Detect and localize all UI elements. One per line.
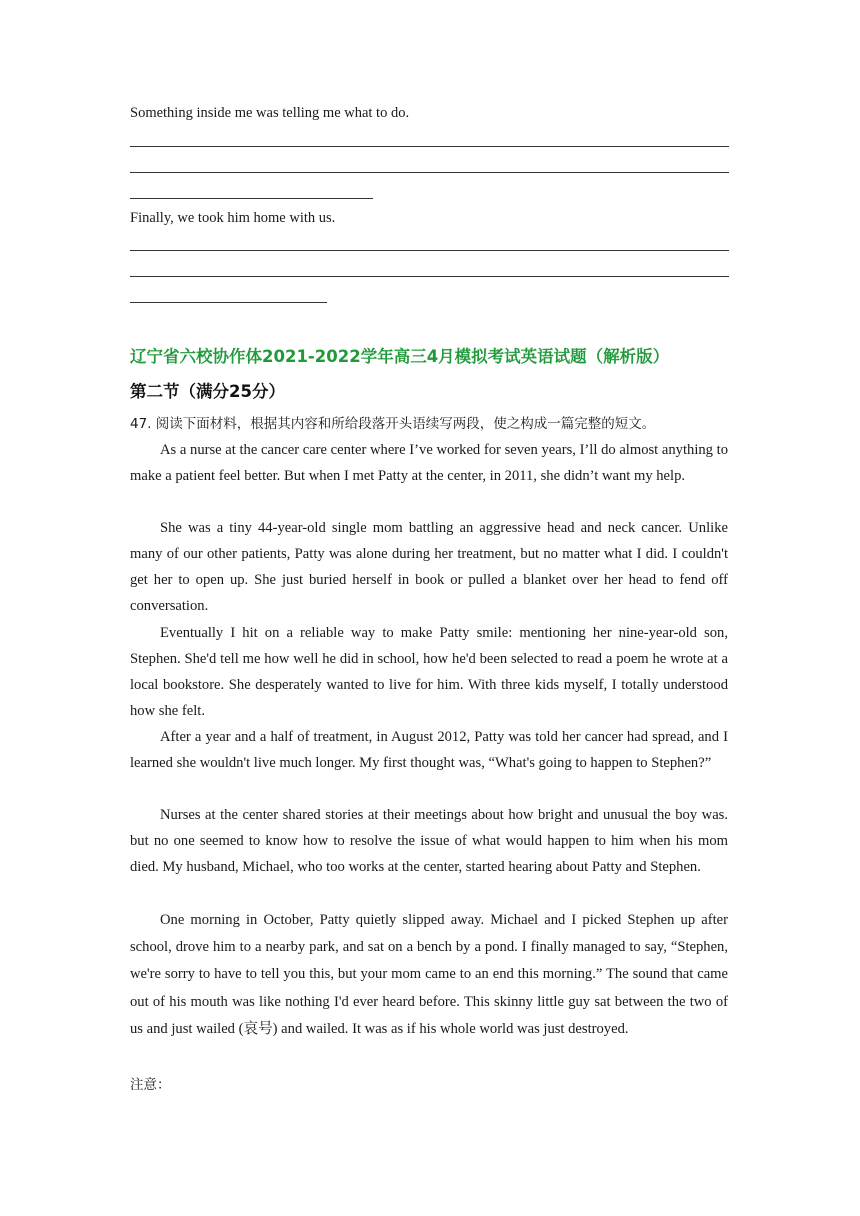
story-paragraph: As a nurse at the cancer care center where I’ve worked for seven years, I’ll do almost anything to make a patient feel better. But when I met Patty at the center, in 2011, she didn’t want my help. [130,442,728,485]
writing-line [130,302,327,303]
section-heading: 第二节（满分25分） [130,382,285,401]
story-paragraph: Nurses at the center shared stories at their meetings about how bright and unusual the boy was. but no one seemed to know how to resolve the issue of what would happen to him when his mom died. My husband, Michael, who too works at the center, started hearing about Patty and Stephen. [130,807,728,876]
continuation-prompt-2: Finally, we took him home with us. [130,210,336,226]
story-paragraph: She was a tiny 44-year-old single mom battling an aggressive head and neck cancer. Unlike many of our other patients, Patty was alone during her treatment, but no matter what I did. I couldn't get her to open up. She just buried herself in book or pulled a blanket over her head to fend off conversation. [130,520,728,615]
question-instruction: 47. 阅读下面材料，根据其内容和所给段落开头语续写两段，使之构成一篇完整的短文。 [130,416,656,432]
writing-line [130,146,729,147]
writing-line [130,250,729,251]
story-paragraph: One morning in October, Patty quietly slipped away. Michael and I picked Stephen up after school, drove him to a nearby park, and sat on a bench by a pond. I finally managed to say, “Stephen, we're sorry to have to tell you this, but your mom came to an end this morning.” The sound that came out of his mouth was like nothing I'd ever heard before. This skinny little guy sat between the two of us and just wailed (哀号) and wailed. It was as if his whole world was just destroyed. [130,912,728,1037]
story-paragraph: After a year and a half of treatment, in August 2012, Patty was told her cancer had spread, and I learned she wouldn't live much longer. My first thought was, “What's going to happen to Stephen?” [130,729,728,772]
writing-line [130,276,729,277]
source-title: 辽宁省六校协作体2021-2022学年高三4月模拟考试英语试题（解析版） [130,347,670,366]
writing-line [130,198,373,199]
writing-line [130,172,729,173]
note-label: 注意： [130,1077,171,1093]
story-paragraph: Eventually I hit on a reliable way to make Patty smile: mentioning her nine-year-old son, Stephen. She'd tell me how well he did in school, how he'd been selected to read a poem he wrote at a local bookstore. She desperately wanted to live for him. With three kids myself, I totally understood how she felt. [130,625,728,720]
continuation-prompt-1: Something inside me was telling me what to do. [130,105,410,121]
